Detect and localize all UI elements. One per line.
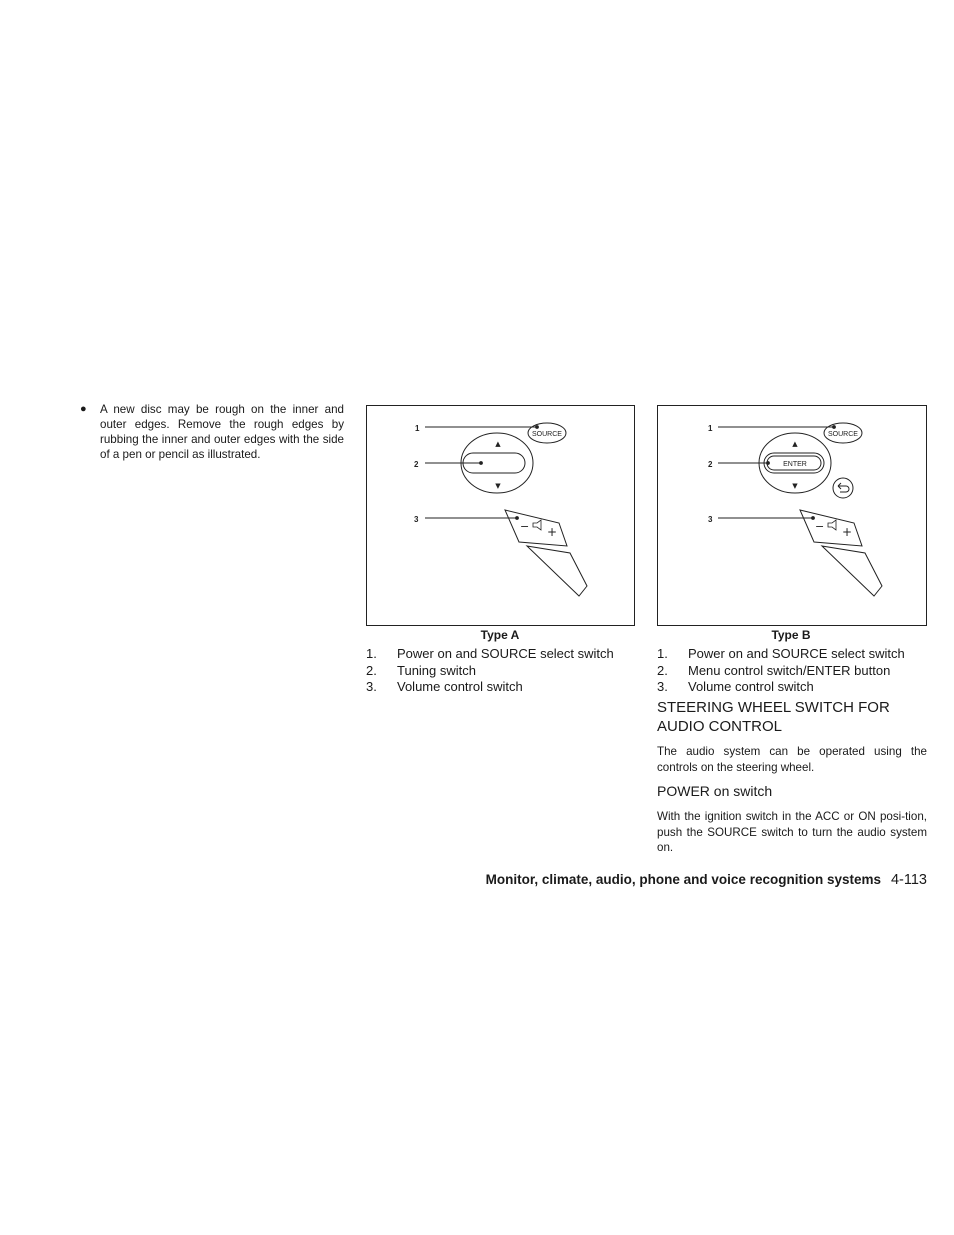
legend-item — [366, 646, 636, 663]
figure-type-b — [657, 405, 927, 626]
legend-label: Power on and SOURCE select switch — [688, 646, 905, 661]
source-label-b: SOURCE — [828, 431, 858, 438]
legend-list-b — [657, 646, 927, 696]
legend-num: 3. — [366, 679, 377, 695]
legend-list-a — [366, 646, 636, 696]
steering-switch-diagram-b — [658, 406, 926, 625]
minus-b: − — [815, 520, 825, 533]
legend-label: Volume control switch — [397, 679, 523, 695]
figure-type-a — [366, 405, 635, 626]
back-icon — [833, 478, 853, 498]
callout-1: 1 — [708, 424, 713, 433]
legend-item — [657, 663, 927, 680]
legend-num: 1. — [657, 646, 668, 661]
callout-2: 2 — [708, 460, 713, 469]
legend-label: Menu control switch/ENTER button — [688, 662, 891, 678]
legend-label: Power on and SOURCE select switch — [397, 646, 614, 661]
section-body: With the ignition switch in the ACC or ON posi-tion, push the SOURCE switch to turn the audio system on. — [657, 810, 927, 854]
legend-label: Tuning switch — [397, 662, 476, 678]
section-heading: STEERING WHEEL SWITCH FOR AUDIO CONTROL — [657, 699, 890, 735]
legend-item — [366, 663, 636, 680]
source-label-a: SOURCE — [532, 431, 562, 438]
minus-a: − — [520, 520, 530, 533]
caption-type-b: Type B — [771, 628, 811, 642]
legend-num: 2. — [657, 662, 668, 678]
plus-a: + — [547, 525, 558, 539]
legend-num: 2. — [366, 662, 377, 678]
legend-num: 1. — [366, 646, 377, 661]
page-number: 4-113 — [890, 872, 927, 888]
legend-item — [657, 646, 927, 663]
callout-3: 3 — [414, 515, 419, 524]
callout-1: 1 — [415, 424, 420, 433]
callout-3: 3 — [708, 515, 713, 524]
bullet-text: A new disc may be rough on the inner and outer edges. Remove the rough edges by rubbing the inner and outer edges with the side of a pen or pencil as illustrated. — [100, 403, 344, 461]
bullet-item — [80, 402, 344, 462]
bullet-dot: ● — [80, 403, 87, 415]
legend-num: 3. — [657, 679, 668, 695]
up-arrow-b: ▲ — [792, 440, 798, 448]
legend-item — [366, 679, 636, 696]
steering-switch-diagram-a — [367, 406, 634, 625]
down-arrow-b: ▼ — [792, 482, 798, 490]
up-arrow-a: ▲ — [495, 440, 501, 448]
footer-title: Monitor, climate, audio, phone and voice recognition systems — [485, 872, 881, 887]
enter-label-b: ENTER — [783, 461, 807, 468]
page-footer — [400, 872, 927, 888]
plus-b: + — [842, 525, 853, 539]
section-subheading: POWER on switch — [657, 783, 773, 799]
legend-item — [657, 679, 927, 696]
down-arrow-a: ▼ — [495, 482, 501, 490]
legend-label: Volume control switch — [688, 679, 814, 695]
callout-2: 2 — [414, 460, 419, 469]
section-intro: The audio system can be operated using the controls on the steering wheel. — [657, 745, 927, 774]
caption-type-a: Type A — [480, 628, 520, 642]
